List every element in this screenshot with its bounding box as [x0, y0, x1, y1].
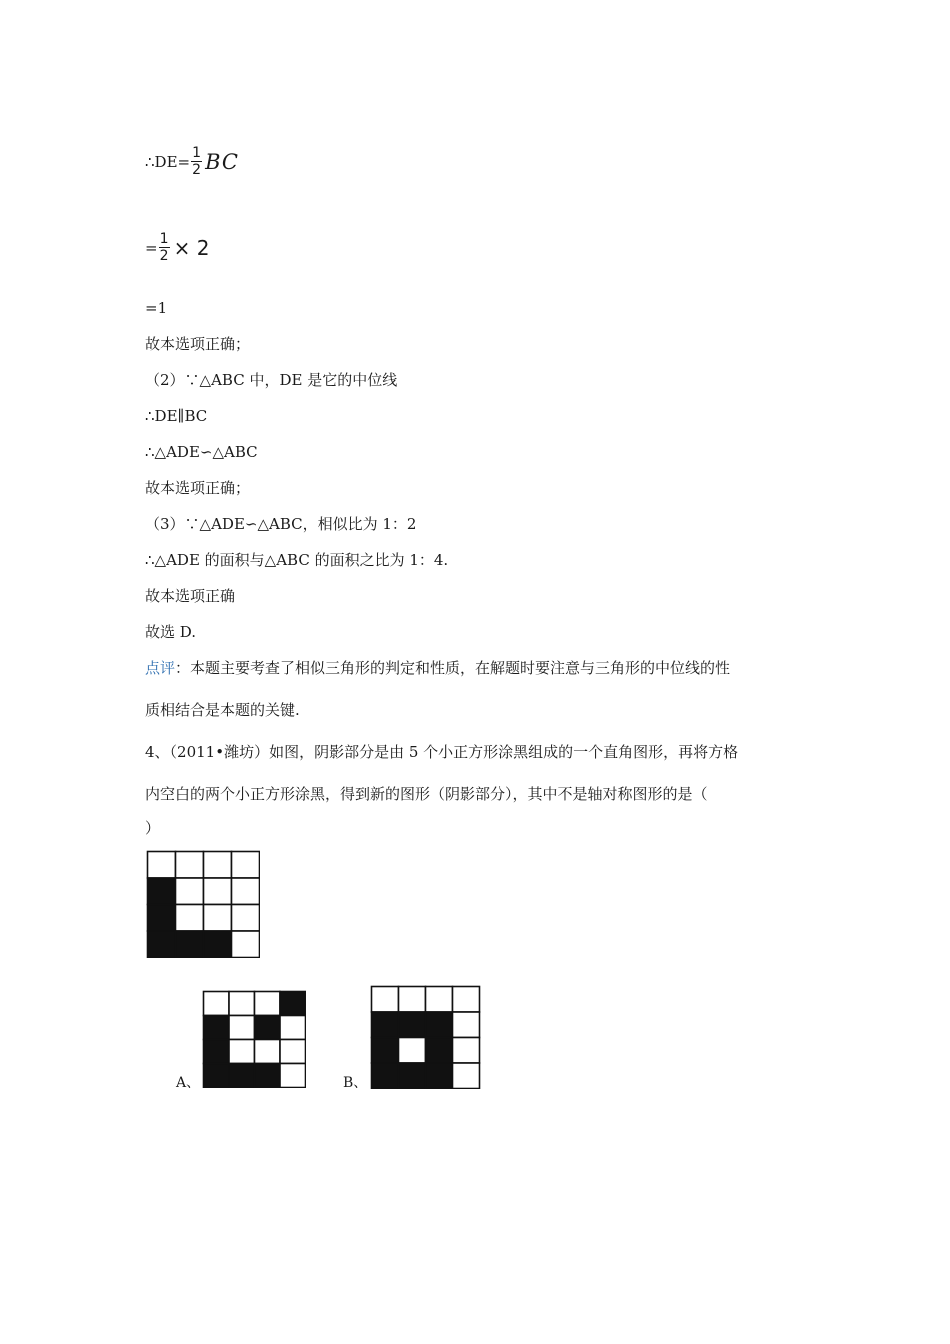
- grid-cell-empty: [453, 1012, 480, 1038]
- grid-cell-empty: [232, 905, 260, 932]
- fraction-denominator: 2: [192, 162, 202, 178]
- grid-cell-empty: [255, 992, 281, 1016]
- option-a-grid: [202, 990, 306, 1088]
- grid-cell-empty: [229, 992, 255, 1016]
- grid-cell-empty: [229, 1040, 255, 1064]
- math-tail: × 2: [173, 235, 210, 260]
- grid-cell-empty: [176, 852, 204, 879]
- option-b-grid: [370, 985, 482, 1089]
- grid-cell-empty: [453, 1063, 480, 1089]
- text-line: 故选 D.: [145, 623, 197, 641]
- grid-cell-shaded: [399, 1012, 426, 1038]
- grid-cell-shaded: [399, 1063, 426, 1089]
- grid-cell-shaded: [176, 931, 204, 958]
- math-prefix: ∴DE=: [145, 152, 191, 171]
- grid-cell-empty: [453, 987, 480, 1013]
- comment-line-2: 质相结合是本题的关键.: [145, 701, 300, 719]
- grid-cell-empty: [280, 1040, 306, 1064]
- grid-cell-empty: [232, 852, 260, 879]
- grid-cell-shaded: [372, 1063, 399, 1089]
- math-prefix: =: [145, 238, 158, 257]
- grid-cell-empty: [204, 992, 230, 1016]
- grid-cell-empty: [176, 878, 204, 905]
- grid-cell-shaded: [204, 931, 232, 958]
- question-line-1: 4、（2011•潍坊）如图，阴影部分是由 5 个小正方形涂黑组成的一个直角图形，再将方格: [145, 743, 739, 761]
- grid-cell-shaded: [372, 1038, 399, 1064]
- text-line: =1: [145, 299, 168, 317]
- grid-cell-empty: [204, 905, 232, 932]
- math-line-de-equals-half-bc: [145, 146, 239, 177]
- text-line: 故本选项正确；: [145, 335, 251, 353]
- text-line: 故本选项正确；: [145, 479, 251, 497]
- grid-cell-empty: [255, 1040, 281, 1064]
- fraction-one-half: [191, 146, 202, 177]
- grid-cell-shaded: [148, 905, 176, 932]
- question-line-3: ）: [145, 819, 161, 837]
- fraction-denominator: 2: [159, 248, 169, 264]
- option-b-label: B、: [343, 1075, 368, 1091]
- grid-cell-empty: [399, 987, 426, 1013]
- comment-line-1: [145, 658, 730, 678]
- text-line: ∴△ADE∽△ABC: [145, 443, 258, 461]
- text-line: （3）∵△ADE∽△ABC，相似比为 1：2: [145, 515, 417, 533]
- text-line: 故本选项正确: [145, 587, 236, 605]
- grid-cell-empty: [399, 1038, 426, 1064]
- math-tail: BC: [205, 149, 239, 174]
- main-grid-figure: [146, 850, 260, 958]
- text-line: ∴△ADE 的面积与△ABC 的面积之比为 1：4.: [145, 551, 449, 569]
- grid-cell-shaded: [372, 1012, 399, 1038]
- grid-cell-shaded: [148, 931, 176, 958]
- math-line-half-times-two: [145, 232, 209, 263]
- grid-cell-empty: [372, 987, 399, 1013]
- fraction-numerator: 1: [192, 145, 202, 161]
- grid-cell-empty: [453, 1038, 480, 1064]
- grid-cell-shaded: [204, 1064, 230, 1088]
- grid-cell-shaded: [426, 1012, 453, 1038]
- grid-cell-empty: [204, 852, 232, 879]
- grid-cell-shaded: [204, 1040, 230, 1064]
- grid-cell-empty: [232, 931, 260, 958]
- grid-cell-empty: [148, 852, 176, 879]
- grid-cell-shaded: [255, 1064, 281, 1088]
- comment-text: ：本题主要考查了相似三角形的判定和性质，在解题时要注意与三角形的中位线的性: [175, 659, 731, 677]
- option-a-label: A、: [176, 1075, 201, 1091]
- grid-cell-empty: [280, 1016, 306, 1040]
- grid-cell-shaded: [204, 1016, 230, 1040]
- grid-cell-shaded: [148, 878, 176, 905]
- fraction-one-half: [159, 232, 170, 263]
- grid-cell-empty: [232, 878, 260, 905]
- grid-cell-empty: [176, 905, 204, 932]
- grid-cell-shaded: [255, 1016, 281, 1040]
- grid-cell-shaded: [426, 1038, 453, 1064]
- grid-cell-shaded: [229, 1064, 255, 1088]
- question-line-2: 内空白的两个小正方形涂黑，得到新的图形（阴影部分），其中不是轴对称图形的是（: [145, 785, 708, 803]
- grid-cell-empty: [229, 1016, 255, 1040]
- text-line: （2）∵△ABC 中，DE 是它的中位线: [145, 371, 398, 389]
- fraction-numerator: 1: [159, 231, 169, 247]
- grid-cell-empty: [426, 987, 453, 1013]
- comment-label: 点评: [145, 659, 176, 677]
- grid-cell-shaded: [426, 1063, 453, 1089]
- grid-cell-empty: [204, 878, 232, 905]
- text-line: ∴DE∥BC: [145, 407, 208, 425]
- grid-cell-shaded: [280, 992, 306, 1016]
- grid-cell-empty: [280, 1064, 306, 1088]
